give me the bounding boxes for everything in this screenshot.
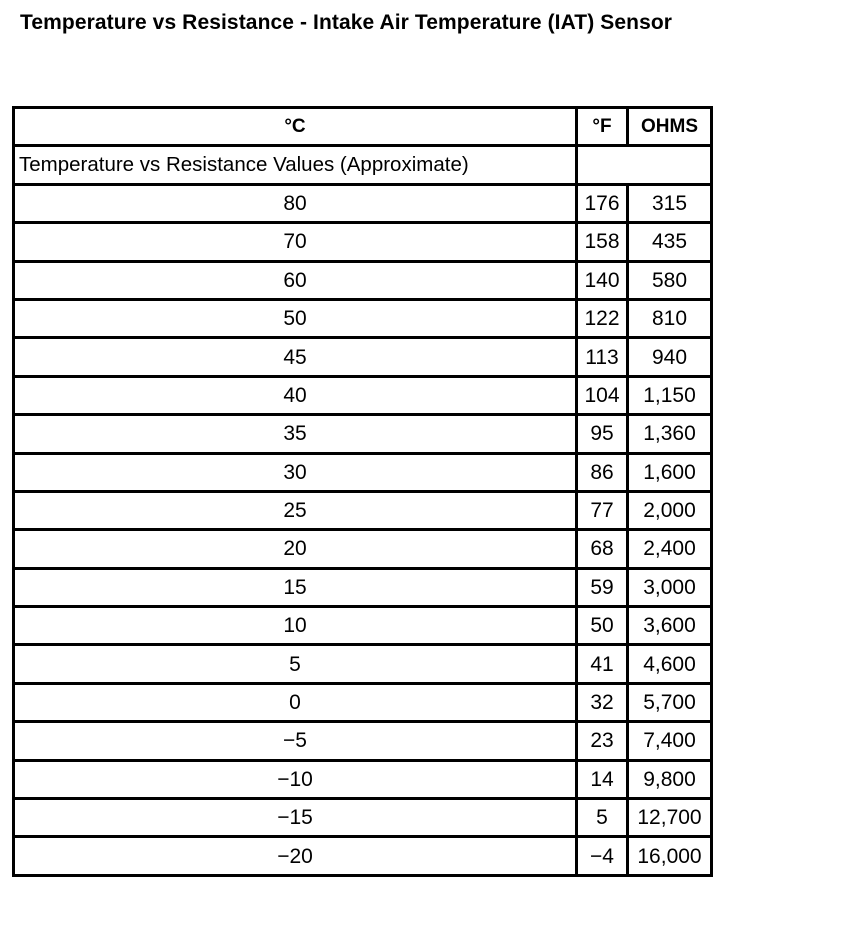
subcaption-empty-cell bbox=[577, 146, 712, 184]
table-row bbox=[14, 799, 712, 837]
table-row bbox=[14, 760, 712, 798]
cell-fahrenheit: 122 bbox=[577, 299, 628, 337]
header-celsius: °C bbox=[14, 108, 577, 146]
cell-fahrenheit: 5 bbox=[577, 799, 628, 837]
cell-celsius: 45 bbox=[14, 338, 577, 376]
cell-fahrenheit: 59 bbox=[577, 568, 628, 606]
cell-ohms: 580 bbox=[628, 261, 712, 299]
cell-celsius: −15 bbox=[14, 799, 577, 837]
table-row bbox=[14, 568, 712, 606]
table-row bbox=[14, 299, 712, 337]
table-row bbox=[14, 491, 712, 529]
table-row bbox=[14, 338, 712, 376]
cell-ohms: 12,700 bbox=[628, 799, 712, 837]
table-row bbox=[14, 261, 712, 299]
table-row bbox=[14, 645, 712, 683]
cell-celsius: −5 bbox=[14, 722, 577, 760]
cell-ohms: 2,400 bbox=[628, 530, 712, 568]
table-row bbox=[14, 184, 712, 222]
table-row bbox=[14, 223, 712, 261]
table-row bbox=[14, 722, 712, 760]
cell-ohms: 3,600 bbox=[628, 607, 712, 645]
cell-celsius: 20 bbox=[14, 530, 577, 568]
cell-fahrenheit: 77 bbox=[577, 491, 628, 529]
cell-celsius: 70 bbox=[14, 223, 577, 261]
cell-celsius: 0 bbox=[14, 683, 577, 721]
cell-ohms: 810 bbox=[628, 299, 712, 337]
subcaption-row bbox=[14, 146, 712, 184]
cell-fahrenheit: 68 bbox=[577, 530, 628, 568]
cell-fahrenheit: 158 bbox=[577, 223, 628, 261]
table-row bbox=[14, 415, 712, 453]
header-fahrenheit: °F bbox=[577, 108, 628, 146]
cell-fahrenheit: 23 bbox=[577, 722, 628, 760]
cell-ohms: 9,800 bbox=[628, 760, 712, 798]
cell-ohms: 1,150 bbox=[628, 376, 712, 414]
cell-celsius: 10 bbox=[14, 607, 577, 645]
cell-celsius: 15 bbox=[14, 568, 577, 606]
cell-fahrenheit: 41 bbox=[577, 645, 628, 683]
cell-ohms: 1,600 bbox=[628, 453, 712, 491]
cell-celsius: 50 bbox=[14, 299, 577, 337]
table-header-row bbox=[14, 108, 712, 146]
table-row bbox=[14, 453, 712, 491]
cell-ohms: 3,000 bbox=[628, 568, 712, 606]
cell-fahrenheit: 14 bbox=[577, 760, 628, 798]
cell-ohms: 7,400 bbox=[628, 722, 712, 760]
cell-ohms: 5,700 bbox=[628, 683, 712, 721]
cell-fahrenheit: 32 bbox=[577, 683, 628, 721]
cell-celsius: 25 bbox=[14, 491, 577, 529]
cell-fahrenheit: 50 bbox=[577, 607, 628, 645]
cell-celsius: −10 bbox=[14, 760, 577, 798]
cell-celsius: 40 bbox=[14, 376, 577, 414]
table-row bbox=[14, 607, 712, 645]
cell-celsius: −20 bbox=[14, 837, 577, 875]
page-title: Temperature vs Resistance - Intake Air Temperature (IAT) Sensor bbox=[20, 11, 673, 34]
cell-celsius: 30 bbox=[14, 453, 577, 491]
cell-celsius: 80 bbox=[14, 184, 577, 222]
cell-fahrenheit: 140 bbox=[577, 261, 628, 299]
cell-fahrenheit: 104 bbox=[577, 376, 628, 414]
header-ohms: OHMS bbox=[628, 108, 712, 146]
cell-celsius: 5 bbox=[14, 645, 577, 683]
cell-fahrenheit: 113 bbox=[577, 338, 628, 376]
table-row bbox=[14, 683, 712, 721]
cell-ohms: 1,360 bbox=[628, 415, 712, 453]
cell-fahrenheit: 176 bbox=[577, 184, 628, 222]
cell-fahrenheit: −4 bbox=[577, 837, 628, 875]
cell-fahrenheit: 86 bbox=[577, 453, 628, 491]
table-subcaption: Temperature vs Resistance Values (Approximate) bbox=[14, 146, 577, 184]
iat-resistance-table bbox=[12, 106, 713, 877]
table-body bbox=[14, 146, 712, 875]
iat-table-container bbox=[12, 106, 713, 877]
cell-ohms: 435 bbox=[628, 223, 712, 261]
cell-ohms: 940 bbox=[628, 338, 712, 376]
cell-ohms: 315 bbox=[628, 184, 712, 222]
table-row bbox=[14, 837, 712, 875]
cell-celsius: 60 bbox=[14, 261, 577, 299]
table-row bbox=[14, 530, 712, 568]
cell-ohms: 4,600 bbox=[628, 645, 712, 683]
cell-fahrenheit: 95 bbox=[577, 415, 628, 453]
cell-ohms: 2,000 bbox=[628, 491, 712, 529]
cell-celsius: 35 bbox=[14, 415, 577, 453]
table-row bbox=[14, 376, 712, 414]
cell-ohms: 16,000 bbox=[628, 837, 712, 875]
